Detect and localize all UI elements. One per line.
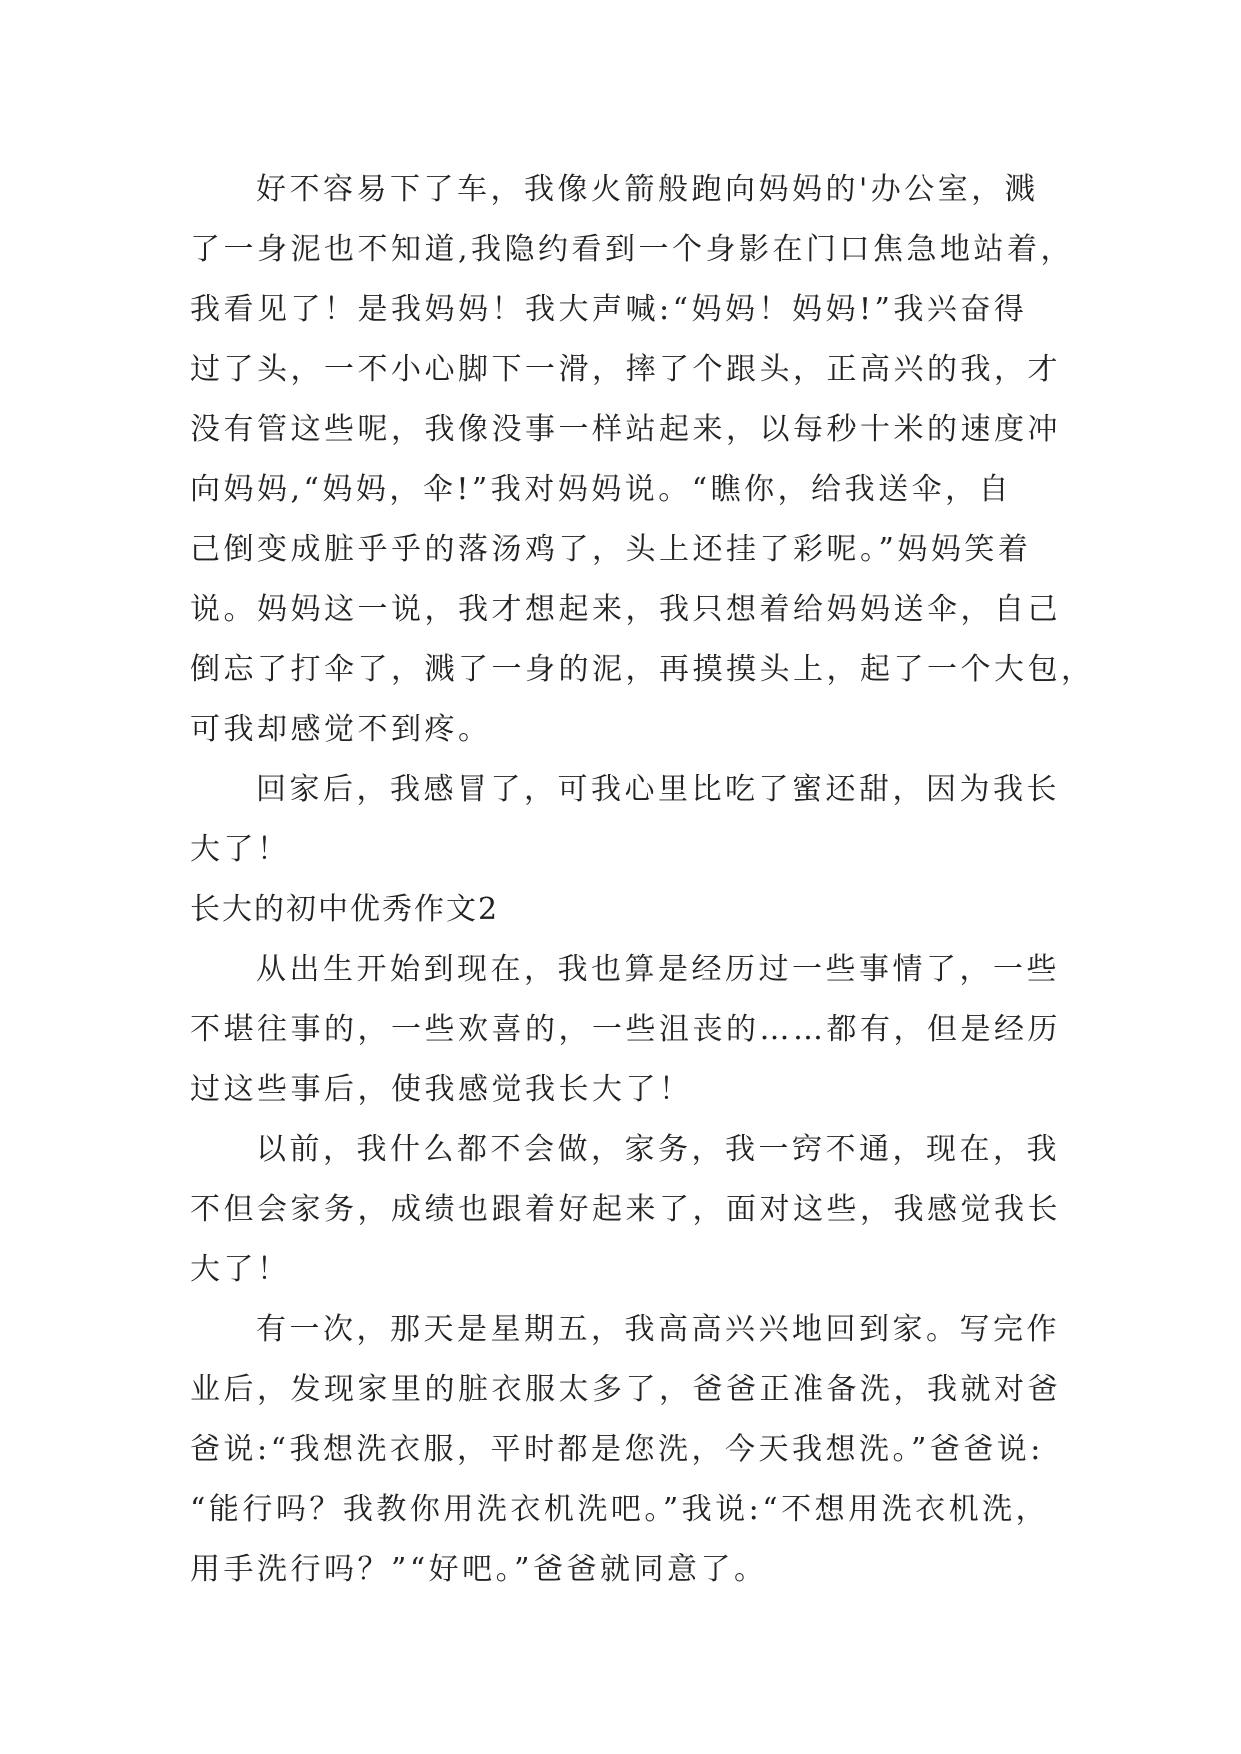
document-body bbox=[190, 160, 1095, 1600]
paragraph-line: 业后，发现家里的脏衣服太多了，爸爸正准备洗，我就对爸 bbox=[190, 1372, 1061, 1407]
paragraph-line: 爸说:“我想洗衣服，平时都是您洗，今天我想洗。”爸爸说: bbox=[190, 1432, 1044, 1467]
paragraph-line: 大了！ bbox=[190, 832, 291, 867]
paragraph-line: 了一身泥也不知道,我隐约看到一个身影在门口焦急地站着， bbox=[190, 232, 1075, 267]
paragraph-line: 过这些事后，使我感觉我长大了！ bbox=[190, 1072, 693, 1107]
paragraph-line: 向妈妈,“妈妈，伞!”我对妈妈说。“瞧你，给我送伞，自 bbox=[190, 472, 1013, 507]
paragraph-line: 大了！ bbox=[190, 1252, 291, 1287]
paragraph-line: “能行吗？我教你用洗衣机洗吧。”我说:“不想用洗衣机洗， bbox=[190, 1492, 1050, 1527]
paragraph-line: 我看见了！是我妈妈！我大声喊:“妈妈！妈妈!”我兴奋得 bbox=[190, 292, 1028, 327]
paragraph-line: 有一次，那天是星期五，我高高兴兴地回到家。写完作 bbox=[256, 1312, 1060, 1347]
essay-title: 长大的初中优秀作文2 bbox=[190, 892, 500, 927]
paragraph-line: 说。妈妈这一说，我才想起来，我只想着给妈妈送伞，自己 bbox=[190, 592, 1061, 627]
paragraph-line: 倒忘了打伞了，溅了一身的泥，再摸摸头上，起了一个大包， bbox=[190, 652, 1095, 687]
paragraph-line: 可我却感觉不到疼。 bbox=[190, 712, 492, 747]
paragraph-line: 不但会家务，成绩也跟着好起来了，面对这些，我感觉我长 bbox=[190, 1192, 1061, 1227]
paragraph-line: 己倒变成脏乎乎的落汤鸡了，头上还挂了彩呢。”妈妈笑着 bbox=[190, 532, 1032, 567]
paragraph-line: 好不容易下了车，我像火箭般跑向妈妈的'办公室，溅 bbox=[256, 172, 1039, 207]
paragraph-line: 用手洗行吗？”“好吧。”爸爸就同意了。 bbox=[190, 1552, 768, 1587]
paragraph-line: 不堪往事的，一些欢喜的，一些沮丧的……都有，但是经历 bbox=[190, 1012, 1061, 1047]
paragraph-line: 以前，我什么都不会做，家务，我一窍不通，现在，我 bbox=[256, 1132, 1060, 1167]
paragraph-line: 回家后，我感冒了，可我心里比吃了蜜还甜，因为我长 bbox=[256, 772, 1060, 807]
paragraph-line: 从出生开始到现在，我也算是经历过一些事情了，一些 bbox=[256, 952, 1060, 987]
paragraph-line: 过了头，一不小心脚下一滑，摔了个跟头，正高兴的我，才 bbox=[190, 352, 1061, 387]
paragraph-line: 没有管这些呢，我像没事一样站起来，以每秒十米的速度冲 bbox=[190, 412, 1061, 447]
